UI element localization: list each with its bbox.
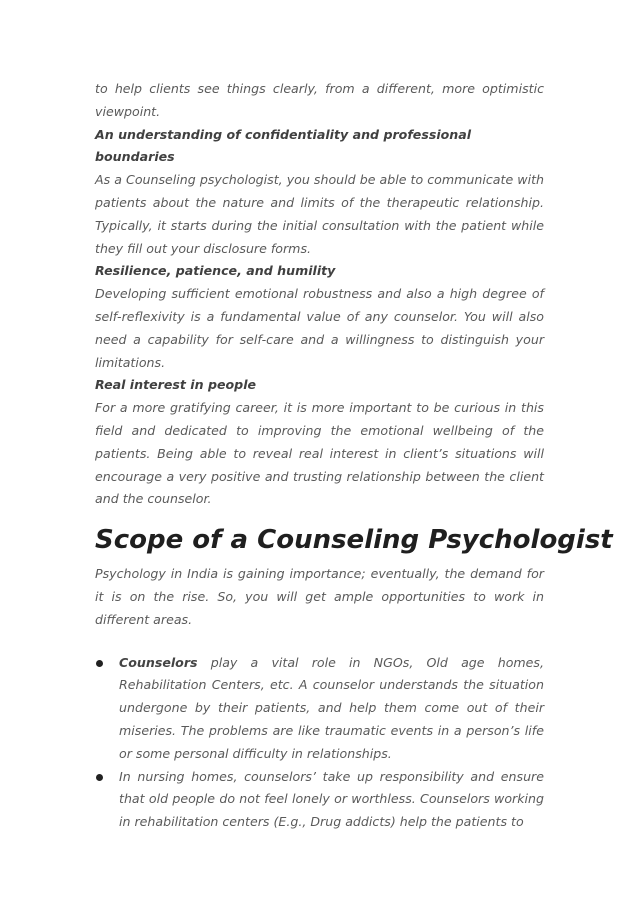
bullet-text: In nursing homes, counselors’ take up responsibility and ensure that old people do not feel lonely or worthless. Counselors working in rehabilitation centers (E.g., Drug addicts) help the patients to (119, 768, 544, 830)
list-item (95, 652, 544, 766)
bullet-text: play a vital role in NGOs, Old age homes, Rehabilitation Centers, etc. A counselor understands the situation undergone by their patients, and help them come out of their miseries. The problems are like traumatic events in a person’s life or some personal difficulty in relationships. (119, 654, 544, 761)
spacer (95, 632, 544, 652)
scope-bullet-list (95, 652, 544, 834)
resilience-heading: Resilience, patience, and humility (95, 263, 336, 279)
intro-paragraph: to help clients see things clearly, from a different, more optimistic viewpoint. (95, 81, 544, 119)
scope-title: Scope of a Counseling Psychologist (95, 525, 613, 556)
interest-heading: Real interest in people (95, 377, 257, 393)
interest-body: For a more gratifying career, it is more important to be curious in this field and dedicated to improving the emotional wellbeing of the patients. Being able to reveal real interest in client’s situations will encourage a very positive and trusting relationship between the client and the counselor. (95, 400, 544, 507)
scope-intro: Psychology in India is gaining importance; eventually, the demand for it is on the rise. So, you will get ample opportunities to work in different areas. (95, 566, 544, 627)
bullet-icon (96, 774, 103, 781)
confidentiality-body: As a Counseling psychologist, you should be able to communicate with patients about the nature and limits of the therapeutic relationship. Typically, it starts during the initial consultation with the patient while they fill out your disclosure forms. (95, 172, 544, 256)
bullet-icon (96, 660, 103, 667)
confidentiality-heading: An understanding of confidentiality and professional boundaries (95, 126, 472, 165)
list-item (95, 766, 544, 834)
bullet-lead: Counselors (119, 654, 198, 670)
resilience-body: Developing sufficient emotional robustness and also a high degree of self-reflexivity is a fundamental value of any counselor. You will also need a capability for self-care and a willingness to distinguish your limitations. (95, 286, 544, 370)
